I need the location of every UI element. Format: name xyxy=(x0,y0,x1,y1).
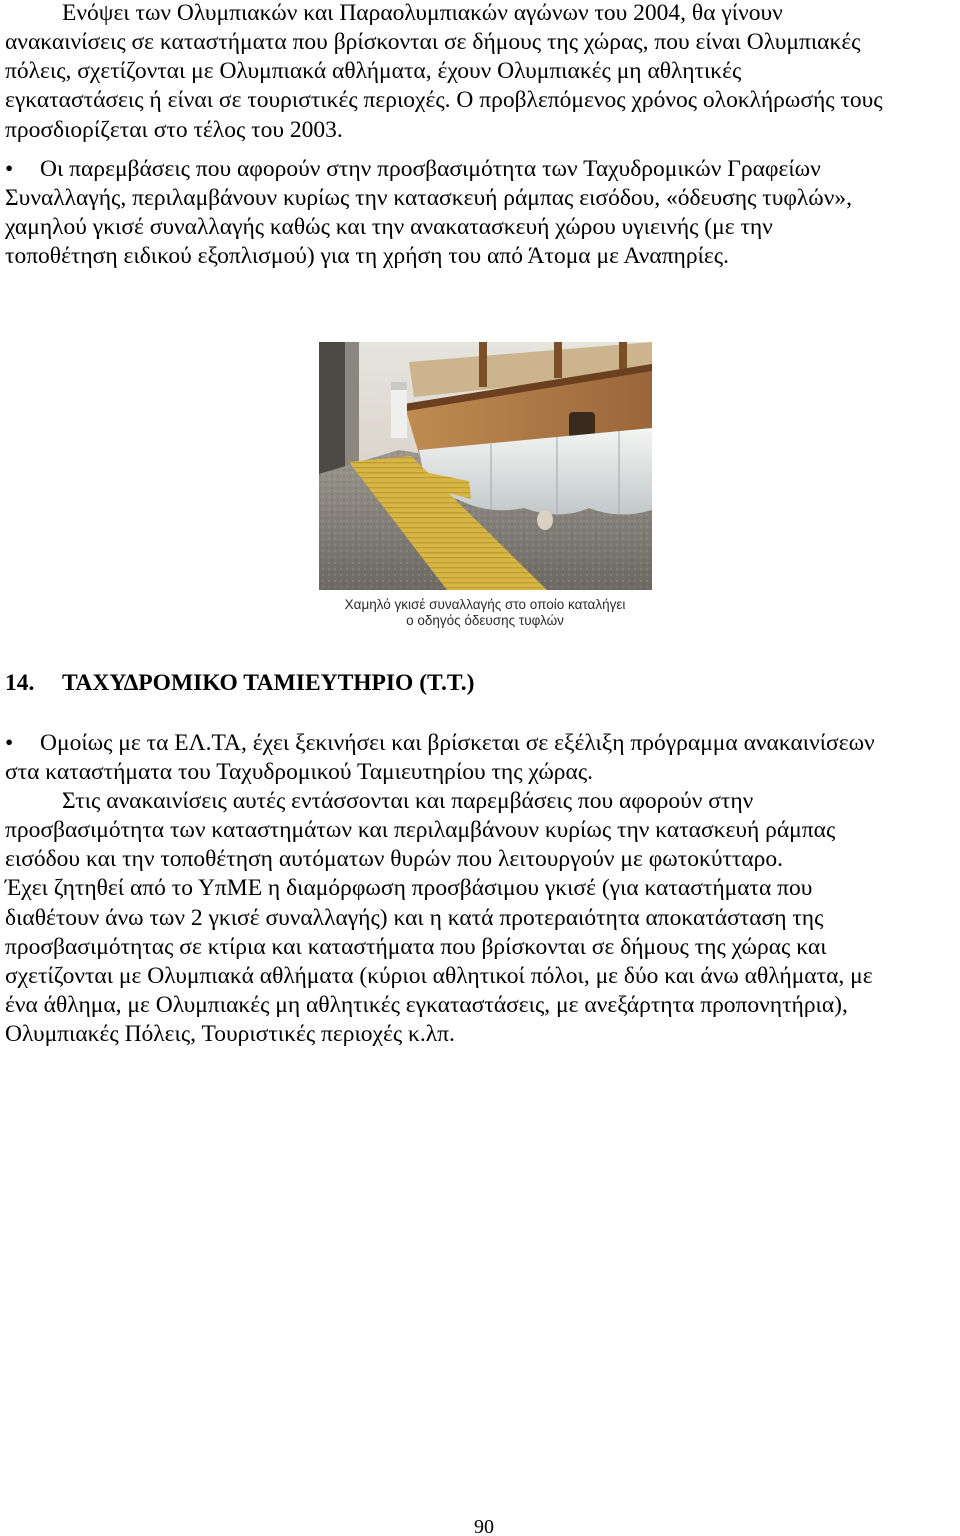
paragraph-line: προσβασιμότητας σε κτίρια και καταστήματα που βρίσκονται σε δήμους της χώρας και xyxy=(5,933,827,960)
bullet-icon: • xyxy=(5,156,14,182)
renovation-paragraph xyxy=(5,787,955,1049)
bullet-line: Συναλλαγής, περιλαμβάνουν κυρίως την κατασκευή ράμπας εισόδου, «όδευσης τυφλών», xyxy=(5,185,853,212)
bullet-line: χαμηλού γκισέ συναλλαγής καθώς και την ανακατασκευή χώρου υγιεινής (με την xyxy=(5,214,773,241)
paragraph-line: Ενόψει των Ολυμπιακών και Παραολυμπιακών αγώνων του 2004, θα γίνουν xyxy=(62,0,783,26)
bullet-text: Ομοίως με τα ΕΛ.ΤΑ, έχει ξεκινήσει και βρίσκεται σε εξέλιξη πρόγραμμα ανακαινίσεων xyxy=(40,730,875,756)
section-title: ΤΑΧΥΔΡΟΜΙΚΟ ΤΑΜΙΕΥΤΗΡΙΟ (Τ.Τ.) xyxy=(62,670,475,696)
photo-waste-bin xyxy=(537,510,553,530)
paragraph-line: σχετίζονται με Ολυμπιακά αθλήματα (κύριοι αθλητικοί πόλοι, με δύο και άνω αθλήματα, με xyxy=(5,962,873,989)
bullet-icon: • xyxy=(5,730,14,756)
section-heading-line xyxy=(5,669,955,698)
photo-ticket-kiosk xyxy=(391,382,407,438)
post-office-counter-photo xyxy=(319,342,652,590)
section-number: 14. xyxy=(5,670,35,696)
paragraph-line: Έχει ζητηθεί από το ΥπΜΕ η διαμόρφωση προσβάσιμου γκισέ (για καταστήματα που xyxy=(5,875,813,902)
paragraph-line: Ολυμπιακές Πόλεις, Τουριστικές περιοχές κ.λπ. xyxy=(5,1021,455,1048)
bullet-item-savings-bank xyxy=(5,729,955,787)
paragraph-line: ανακαινίσεις σε καταστήματα που βρίσκονται σε δήμους της χώρας, που είναι Ολυμπιακές xyxy=(5,29,861,56)
paragraph-line: Στις ανακαινίσεις αυτές εντάσσονται και παρεμβάσεις που αφορούν στην xyxy=(62,788,754,814)
bullet-first-line xyxy=(5,155,955,184)
intro-paragraph xyxy=(5,0,955,145)
paragraph-line: διαθέτουν άνω των 2 γκισέ συναλλαγής) και η κατά προτεραιότητα αποκατάσταση της xyxy=(5,904,824,931)
figure-caption-line: ο οδηγός όδευσης τυφλών xyxy=(406,613,564,628)
bullet-line: τοποθέτηση ειδικού εξοπλισμού) για τη χρήση του από Άτομα με Αναπηρίες. xyxy=(5,243,729,270)
bullet-text: Οι παρεμβάσεις που αφορούν στην προσβασιμότητα των Ταχυδρομικών Γραφείων xyxy=(40,156,821,182)
paragraph-line: εισόδου και την τοποθέτηση αυτόματων θυρών που λειτουργούν με φωτοκύτταρο. xyxy=(5,846,784,873)
paragraph-line: προσβασιμότητα των καταστημάτων και περιλαμβάνουν κυρίως την κατασκευή ράμπας xyxy=(5,817,836,844)
paragraph-line: ένα άθλημα, με Ολυμπιακές μη αθλητικές εγκαταστάσεις, με ανεξάρτητα προπονητήρια), xyxy=(5,991,848,1018)
figure-caption-line: Χαμηλό γκισέ συναλλαγής στο οποίο καταλήγει xyxy=(344,597,626,612)
paragraph-line: προσδιορίζεται στο τέλος του 2003. xyxy=(5,116,343,143)
paragraph-line: εγκαταστάσεις ή είναι σε τουριστικές περιοχές. Ο προβλεπόμενος χρόνος ολοκλήρωσής τους xyxy=(5,87,883,114)
bullet-first-line xyxy=(5,729,955,758)
bullet-line: στα καταστήματα του Ταχυδρομικού Ταμιευτηρίου της χώρας. xyxy=(5,759,594,786)
page-number: 90 xyxy=(474,1516,494,1536)
paragraph-line: πόλεις, σχετίζονται με Ολυμπιακά αθλήματα, έχουν Ολυμπιακές μη αθλητικές xyxy=(5,58,742,85)
bullet-item-post-offices xyxy=(5,155,955,272)
section-heading xyxy=(5,669,955,698)
